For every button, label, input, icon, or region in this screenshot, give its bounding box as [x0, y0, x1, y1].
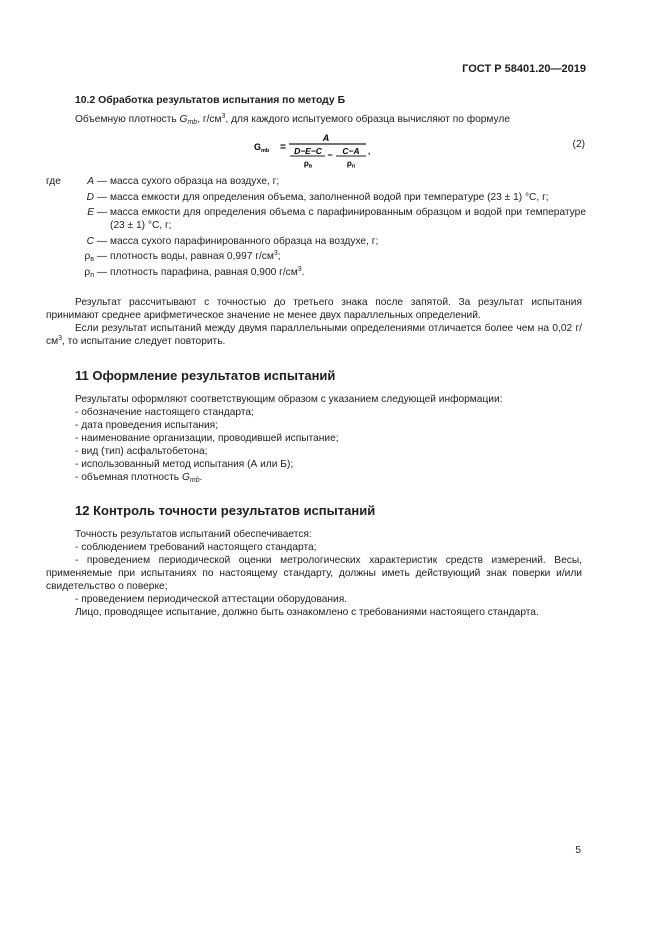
- definition-symbol: $\rho_в$: [84, 251, 94, 263]
- formula-numerator: A: [322, 133, 330, 143]
- definition-row: [46, 175, 586, 188]
- section-12-heading: 12 Контроль точности результатов испытаний: [75, 503, 376, 518]
- definition-text: плотность воды, равная 0,997 $г/см^3$;: [110, 250, 281, 262]
- list-item: - проведением периодической оценки метрологических характеристик средств измерений. Весы, применяемые при испытаниях по настоящему стандарту, должны иметь действующий знак поверки и/или свидетельство о поверке;: [46, 555, 582, 592]
- formula-trailing-comma: ,: [368, 147, 371, 156]
- section-12-body: [46, 528, 582, 619]
- list-item: - использованный метод испытания (А или Б);: [75, 459, 294, 470]
- results-paragraphs: [46, 296, 582, 348]
- list-item: - дата проведения испытания;: [75, 420, 219, 431]
- definition-dash: —: [96, 176, 108, 187]
- list-item: - соблюдением требований настоящего стандарта;: [75, 542, 317, 553]
- definition-symbol: D: [86, 191, 94, 203]
- definition-symbol: C: [86, 235, 94, 247]
- formula-number: (2): [572, 139, 585, 150]
- definition-text: плотность парафина, равная 0,900 $г/см^3$.: [110, 265, 305, 278]
- formula-d-e-c: D−E−C: [294, 146, 322, 156]
- where-label: где: [46, 176, 61, 187]
- list-item: - обозначение настоящего стандарта;: [75, 407, 254, 418]
- formula-c-a: C−A: [342, 146, 360, 156]
- definition-row: [46, 191, 586, 204]
- formula-minus: −: [327, 150, 333, 160]
- definition-text: масса сухого образца на воздухе, г;: [110, 176, 280, 187]
- formula-rho-water: ρв: [303, 159, 313, 169]
- page-number: 5: [575, 845, 581, 856]
- definition-row: [46, 206, 586, 232]
- standard-header: ГОСТ Р 58401.20—2019: [462, 63, 586, 75]
- repeat-paragraph: Если результат испытаний между двумя параллельными определениями отличается более чем на 0,02 $г/см^3$, то испытание следует повторить.: [46, 323, 582, 347]
- definition-symbol: A: [87, 176, 94, 187]
- definition-row: [46, 235, 586, 248]
- definition-dash: —: [96, 251, 108, 262]
- definition-dash: —: [96, 235, 108, 247]
- variable-definitions: [46, 175, 586, 281]
- section-10-2-heading: 10.2 Обработка результатов испытания по методу Б: [75, 95, 346, 106]
- definition-row: [46, 266, 586, 279]
- definition-dash: —: [96, 207, 108, 218]
- list-item: - наименование организации, проводившей испытание;: [75, 433, 339, 444]
- definition-symbol: $\rho_п$: [84, 266, 94, 279]
- closing-paragraph: Лицо, проводящее испытание, должно быть ознакомлено с требованиями настоящего стандарта.: [75, 607, 539, 618]
- definition-text: масса емкости для определения объема с парафинированным образцом и водой при температуре (23 ± 1) °С, г;: [110, 207, 586, 231]
- definition-text: масса емкости для определения объема, заполненной водой при температуре (23 ± 1) °С, г;: [110, 191, 549, 203]
- section-11-intro: Результаты оформляют соответствующим образом с указанием следующей информации:: [75, 394, 503, 405]
- list-item: - вид (тип) асфальтобетона;: [75, 446, 208, 457]
- definition-text: масса сухого парафинированного образца на воздухе, г;: [110, 235, 379, 247]
- list-item: - объемная плотность $G_{mb}$.: [75, 472, 203, 484]
- formula-lhs: $G_{mb}$: [254, 142, 270, 154]
- definition-dash: —: [96, 191, 108, 203]
- definition-symbol: E: [87, 207, 94, 218]
- section-11-body: [46, 393, 582, 484]
- definition-row: [46, 250, 586, 263]
- definition-dash: —: [96, 266, 108, 278]
- list-item: - проведением периодической аттестации оборудования.: [75, 594, 348, 605]
- formula-equals: =: [280, 142, 286, 153]
- section-10-2-intro: Объемную плотность $G_{mb}$, $г/см^3$, для каждого испытуемого образца вычисляют по формуле: [75, 113, 511, 126]
- precision-paragraph: Результат рассчитывают с точностью до третьего знака после запятой. За результат испытания принимают среднее арифметическое значение не менее двух параллельных определений.: [46, 297, 582, 321]
- section-11-heading: 11 Оформление результатов испытаний: [75, 368, 336, 383]
- formula-rho-paraffin: ρп: [346, 159, 356, 169]
- section-12-intro: Точность результатов испытаний обеспечивается:: [75, 529, 312, 540]
- bulk-density-formula: [252, 133, 382, 169]
